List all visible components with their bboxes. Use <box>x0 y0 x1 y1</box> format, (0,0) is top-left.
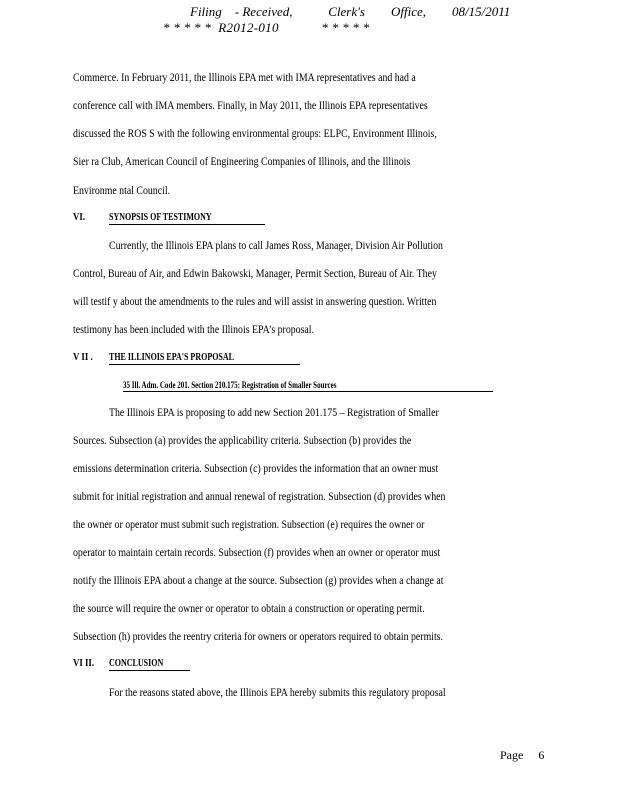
paragraph-line: notify the Illinois EPA about a change at the source. Subsection (g) provides when a change at <box>73 573 444 587</box>
page-number: Page 6 <box>500 748 545 762</box>
paragraph-line: Sier ra Club, American Council of Engineering Companies of Illinois, and the Illinois <box>73 154 411 168</box>
subsection-heading: 35 Ill. Adm. Code 201. Section 210.175: Registration of Smaller Sources <box>123 380 337 390</box>
filing-stamp-line1: Filing - Received, Clerk's Office, 08/15/2011 <box>190 4 511 19</box>
paragraph-line: the source will require the owner or operator to obtain a construction or operating permit. <box>73 601 425 615</box>
section-8-number: VI II. <box>73 657 95 669</box>
paragraph-line: Sources. Subsection (a) provides the applicability criteria. Subsection (b) provides the <box>73 433 412 447</box>
paragraph-line: Subsection (h) provides the reentry criteria for owners or operators required to obtain permits. <box>73 629 443 643</box>
paragraph-line: For the reasons stated above, the Illinois EPA hereby submits this regulatory proposal <box>109 685 446 699</box>
section-6-title: SYNOPSIS OF TESTIMONY <box>109 212 212 223</box>
section-6-underline <box>109 224 265 225</box>
paragraph-line: emissions determination criteria. Subsection (c) provides the information that an owner must <box>73 461 439 475</box>
paragraph-line: will testif y about the amendments to the rules and will assist in answering question. Written <box>73 294 437 308</box>
paragraph-line: submit for initial registration and annual renewal of registration. Subsection (d) provides when <box>73 489 446 503</box>
paragraph-line: Environme ntal Council. <box>73 183 171 197</box>
paragraph-line: operator to maintain certain records. Subsection (f) provides when an owner or operator must <box>73 545 441 559</box>
paragraph-line: Commerce. In February 2011, the Illinois EPA met with IMA representatives and had a <box>73 70 416 84</box>
section-8-underline <box>109 670 190 671</box>
paragraph-line: Currently, the Illinois EPA plans to call James Ross, Manager, Division Air Pollution <box>109 238 443 252</box>
section-6-number: VI. <box>73 211 85 223</box>
section-8-title: CONCLUSION <box>109 658 164 669</box>
filing-stamp-line2: * * * * * R2012-010 * * * * * <box>163 20 370 35</box>
paragraph-line: testimony has been included with the Illinois EPA’s proposal. <box>73 322 314 336</box>
paragraph-line: Control, Bureau of Air, and Edwin Bakowski, Manager, Permit Section, Bureau of Air. They <box>73 266 437 280</box>
paragraph-line: conference call with IMA members. Finally, in May 2011, the Illinois EPA representatives <box>73 98 428 112</box>
paragraph-line: discussed the ROS S with the following environmental groups: ELPC, Environment Illinois, <box>73 126 437 140</box>
section-7-number: V II . <box>73 351 93 363</box>
section-7-underline <box>109 364 300 365</box>
subsection-underline <box>123 391 493 392</box>
section-7-title: THE ILLINOIS EPA'S PROPOSAL <box>109 352 234 363</box>
paragraph-line: the owner or operator must submit such registration. Subsection (e) requires the owner or <box>73 517 425 531</box>
paragraph-line: The Illinois EPA is proposing to add new Section 201.175 – Registration of Smaller <box>109 405 439 419</box>
